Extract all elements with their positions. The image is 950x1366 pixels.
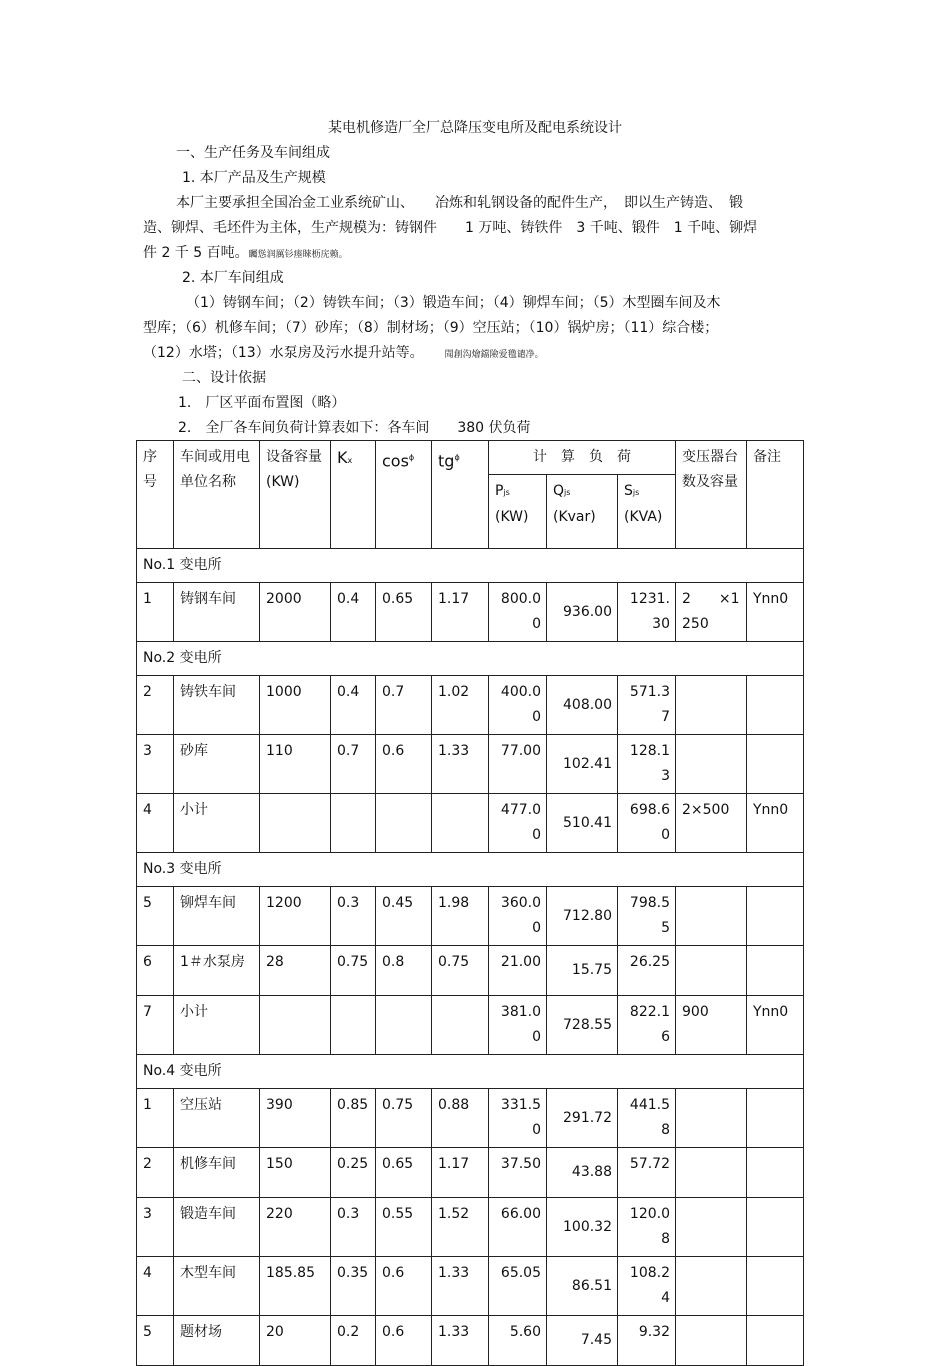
cell-p: 800.00 <box>489 583 547 642</box>
section-row: No.1 变电所 <box>137 549 804 583</box>
cell-s: 128.13 <box>618 735 676 794</box>
cell-cap: 390 <box>260 1089 331 1148</box>
cell-kx: 0.25 <box>331 1148 376 1198</box>
cell-kx: 0.3 <box>331 1198 376 1257</box>
cell-kx: 0.4 <box>331 676 376 735</box>
cell-cap: 28 <box>260 946 331 996</box>
cell-name: 小计 <box>174 794 260 853</box>
cell-q: 728.55 <box>547 996 618 1055</box>
section-row: No.2 变电所 <box>137 642 804 676</box>
cell-tg: 1.52 <box>432 1198 489 1257</box>
cell-q: 7.45 <box>547 1316 618 1366</box>
header-s: Sjs (KVA) <box>618 475 676 549</box>
cell-s: 9.32 <box>618 1316 676 1366</box>
page-title: 某电机修造厂全厂总降压变电所及配电系统设计 <box>328 120 622 136</box>
cell-tg: 1.33 <box>432 735 489 794</box>
cell-cap: 110 <box>260 735 331 794</box>
header-p: Pjs (KW) <box>489 475 547 549</box>
cell-s: 798.55 <box>618 887 676 946</box>
cell-kx <box>331 996 376 1055</box>
paragraph-line: 型库；（6）机修车间；（7）砂库；（8）制材场；（9）空压站；（10）锅炉房；（11）综合楼； <box>143 320 719 336</box>
cell-cos: 0.65 <box>376 1148 432 1198</box>
cell-note <box>747 1089 804 1148</box>
cell-p: 331.50 <box>489 1089 547 1148</box>
cell-q: 510.41 <box>547 794 618 853</box>
cell-cos <box>376 996 432 1055</box>
cell-cap: 1200 <box>260 887 331 946</box>
cell-cap: 1000 <box>260 676 331 735</box>
cell-s: 1231.30 <box>618 583 676 642</box>
table-row <box>137 1198 804 1257</box>
table-row <box>137 735 804 794</box>
subsection-heading: 1. 厂区平面布置图（略） <box>178 395 346 411</box>
header-transformer: 变压器台数及容量 <box>676 441 747 549</box>
cell-trans <box>676 1148 747 1198</box>
cell-kx: 0.7 <box>331 735 376 794</box>
cell-q: 43.88 <box>547 1148 618 1198</box>
subsection-heading: 2. 本厂车间组成 <box>182 270 284 286</box>
cell-kx: 0.2 <box>331 1316 376 1366</box>
cell-tg: 1.33 <box>432 1316 489 1366</box>
noise-text: 聞創沟燴鐺險爱氇谴净。 <box>444 350 544 360</box>
cell-trans <box>676 1198 747 1257</box>
cell-tg: 0.88 <box>432 1089 489 1148</box>
cell-trans: 2×500 <box>676 794 747 853</box>
table-header-row <box>137 441 804 475</box>
table-row <box>137 794 804 853</box>
cell-name: 锻造车间 <box>174 1198 260 1257</box>
cell-no: 4 <box>137 794 174 853</box>
cell-p: 5.60 <box>489 1316 547 1366</box>
paragraph-line: （12）水塔；（13）水泵房及污水提升站等。 聞創沟燴鐺險爱氇谴净。 <box>143 345 544 361</box>
table-row <box>137 1257 804 1316</box>
cell-name: 空压站 <box>174 1089 260 1148</box>
cell-name: 铸钢车间 <box>174 583 260 642</box>
cell-note <box>747 887 804 946</box>
cell-trans <box>676 1257 747 1316</box>
cell-p: 360.00 <box>489 887 547 946</box>
cell-cap <box>260 794 331 853</box>
cell-no: 3 <box>137 735 174 794</box>
subsection-heading: 1. 本厂产品及生产规模 <box>182 170 326 186</box>
cell-trans <box>676 676 747 735</box>
section-row: No.3 变电所 <box>137 853 804 887</box>
cell-s: 822.16 <box>618 996 676 1055</box>
cell-cos: 0.7 <box>376 676 432 735</box>
header-no: 序号 <box>137 441 174 549</box>
cell-s: 120.08 <box>618 1198 676 1257</box>
cell-cos <box>376 794 432 853</box>
cell-cap: 220 <box>260 1198 331 1257</box>
paragraph-line: 件 2 千 5 百吨。矚慫润厲钐瘗睞枥庑赖。 <box>143 245 348 261</box>
cell-cos: 0.65 <box>376 583 432 642</box>
cell-note <box>747 946 804 996</box>
table-row <box>137 946 804 996</box>
cell-note <box>747 1316 804 1366</box>
cell-q: 102.41 <box>547 735 618 794</box>
table-row <box>137 996 804 1055</box>
header-note: 备注 <box>747 441 804 549</box>
cell-no: 1 <box>137 1089 174 1148</box>
cell-note: Ynn0 <box>747 794 804 853</box>
cell-name: 砂库 <box>174 735 260 794</box>
cell-tg: 0.75 <box>432 946 489 996</box>
cell-note <box>747 735 804 794</box>
cell-q: 291.72 <box>547 1089 618 1148</box>
cell-trans <box>676 946 747 996</box>
section-heading: 二、设计依据 <box>182 370 266 386</box>
cell-p: 21.00 <box>489 946 547 996</box>
cell-tg: 1.33 <box>432 1257 489 1316</box>
header-calc-load: 计 算 负 荷 <box>489 441 676 475</box>
table-row <box>137 583 804 642</box>
cell-kx: 0.4 <box>331 583 376 642</box>
cell-q: 15.75 <box>547 946 618 996</box>
table-row <box>137 676 804 735</box>
cell-kx: 0.35 <box>331 1257 376 1316</box>
cell-tg: 1.98 <box>432 887 489 946</box>
cell-name: 铆焊车间 <box>174 887 260 946</box>
cell-s: 26.25 <box>618 946 676 996</box>
cell-trans <box>676 1316 747 1366</box>
cell-tg: 1.02 <box>432 676 489 735</box>
cell-q: 936.00 <box>547 583 618 642</box>
cell-p: 381.00 <box>489 996 547 1055</box>
paragraph-line: 造、铆焊、毛坯件为主体，生产规模为：铸钢件 1 万吨、铸铁件 3 千吨、锻件 1 千吨、铆焊 <box>143 220 758 236</box>
cell-q: 712.80 <box>547 887 618 946</box>
cell-tg <box>432 794 489 853</box>
cell-no: 2 <box>137 676 174 735</box>
cell-no: 2 <box>137 1148 174 1198</box>
cell-cos: 0.6 <box>376 1257 432 1316</box>
cell-s: 57.72 <box>618 1148 676 1198</box>
cell-cos: 0.6 <box>376 735 432 794</box>
cell-cos: 0.75 <box>376 1089 432 1148</box>
table-row <box>137 887 804 946</box>
section-row: No.4 变电所 <box>137 1055 804 1089</box>
cell-trans <box>676 887 747 946</box>
cell-q: 408.00 <box>547 676 618 735</box>
cell-note <box>747 1198 804 1257</box>
subsection-heading: 2. 全厂各车间负荷计算表如下：各车间 380 伏负荷 <box>178 420 531 436</box>
cell-name: 木型车间 <box>174 1257 260 1316</box>
header-name: 车间或用电单位名称 <box>174 441 260 549</box>
cell-q: 100.32 <box>547 1198 618 1257</box>
load-table <box>136 440 804 1366</box>
cell-cap: 185.85 <box>260 1257 331 1316</box>
cell-s: 441.58 <box>618 1089 676 1148</box>
cell-note: Ynn0 <box>747 996 804 1055</box>
cell-p: 65.05 <box>489 1257 547 1316</box>
cell-note <box>747 676 804 735</box>
cell-kx: 0.75 <box>331 946 376 996</box>
cell-note: Ynn0 <box>747 583 804 642</box>
cell-note <box>747 1257 804 1316</box>
cell-no: 1 <box>137 583 174 642</box>
cell-tg <box>432 996 489 1055</box>
cell-p: 77.00 <box>489 735 547 794</box>
paragraph-line: 本厂主要承担全国冶金工业系统矿山、 冶炼和轧钢设备的配件生产， 即以生产铸造、 锻 <box>176 195 743 211</box>
cell-note <box>747 1148 804 1198</box>
cell-name: 1＃水泵房 <box>174 946 260 996</box>
cell-no: 5 <box>137 1316 174 1366</box>
cell-cap: 2000 <box>260 583 331 642</box>
cell-no: 4 <box>137 1257 174 1316</box>
cell-no: 6 <box>137 946 174 996</box>
section-heading: 一、生产任务及车间组成 <box>176 145 330 161</box>
cell-name: 题材场 <box>174 1316 260 1366</box>
cell-p: 66.00 <box>489 1198 547 1257</box>
cell-s: 571.37 <box>618 676 676 735</box>
cell-tg: 1.17 <box>432 1148 489 1198</box>
cell-no: 5 <box>137 887 174 946</box>
cell-p: 37.50 <box>489 1148 547 1198</box>
table-row <box>137 1089 804 1148</box>
header-capacity: 设备容量(KW) <box>260 441 331 549</box>
cell-tg: 1.17 <box>432 583 489 642</box>
header-tg: $tg^\phi$ <box>432 441 489 549</box>
table-row <box>137 1148 804 1198</box>
cell-cap: 20 <box>260 1316 331 1366</box>
cell-name: 机修车间 <box>174 1148 260 1198</box>
cell-p: 400.00 <box>489 676 547 735</box>
cell-kx: 0.85 <box>331 1089 376 1148</box>
cell-trans: 2 ×1250 <box>676 583 747 642</box>
cell-s: 698.60 <box>618 794 676 853</box>
header-q: Qjs (Kvar) <box>547 475 618 549</box>
cell-trans <box>676 735 747 794</box>
table-row <box>137 1316 804 1366</box>
cell-no: 3 <box>137 1198 174 1257</box>
cell-p: 477.00 <box>489 794 547 853</box>
cell-cos: 0.55 <box>376 1198 432 1257</box>
cell-s: 108.24 <box>618 1257 676 1316</box>
noise-text: 矚慫润厲钐瘗睞枥庑赖。 <box>248 250 348 260</box>
cell-cos: 0.8 <box>376 946 432 996</box>
cell-trans: 900 <box>676 996 747 1055</box>
cell-kx: 0.3 <box>331 887 376 946</box>
cell-cos: 0.45 <box>376 887 432 946</box>
cell-cap <box>260 996 331 1055</box>
cell-name: 小计 <box>174 996 260 1055</box>
cell-q: 86.51 <box>547 1257 618 1316</box>
cell-cos: 0.6 <box>376 1316 432 1366</box>
header-kx: Kx <box>331 441 376 549</box>
cell-name: 铸铁车间 <box>174 676 260 735</box>
header-cos: $\cos^\phi$ <box>376 441 432 549</box>
cell-cap: 150 <box>260 1148 331 1198</box>
cell-no: 7 <box>137 996 174 1055</box>
cell-kx <box>331 794 376 853</box>
paragraph-line: （1）铸钢车间；（2）铸铁车间；（3）锻造车间；（4）铆焊车间；（5）木型圈车间及木 <box>186 295 721 311</box>
cell-trans <box>676 1089 747 1148</box>
